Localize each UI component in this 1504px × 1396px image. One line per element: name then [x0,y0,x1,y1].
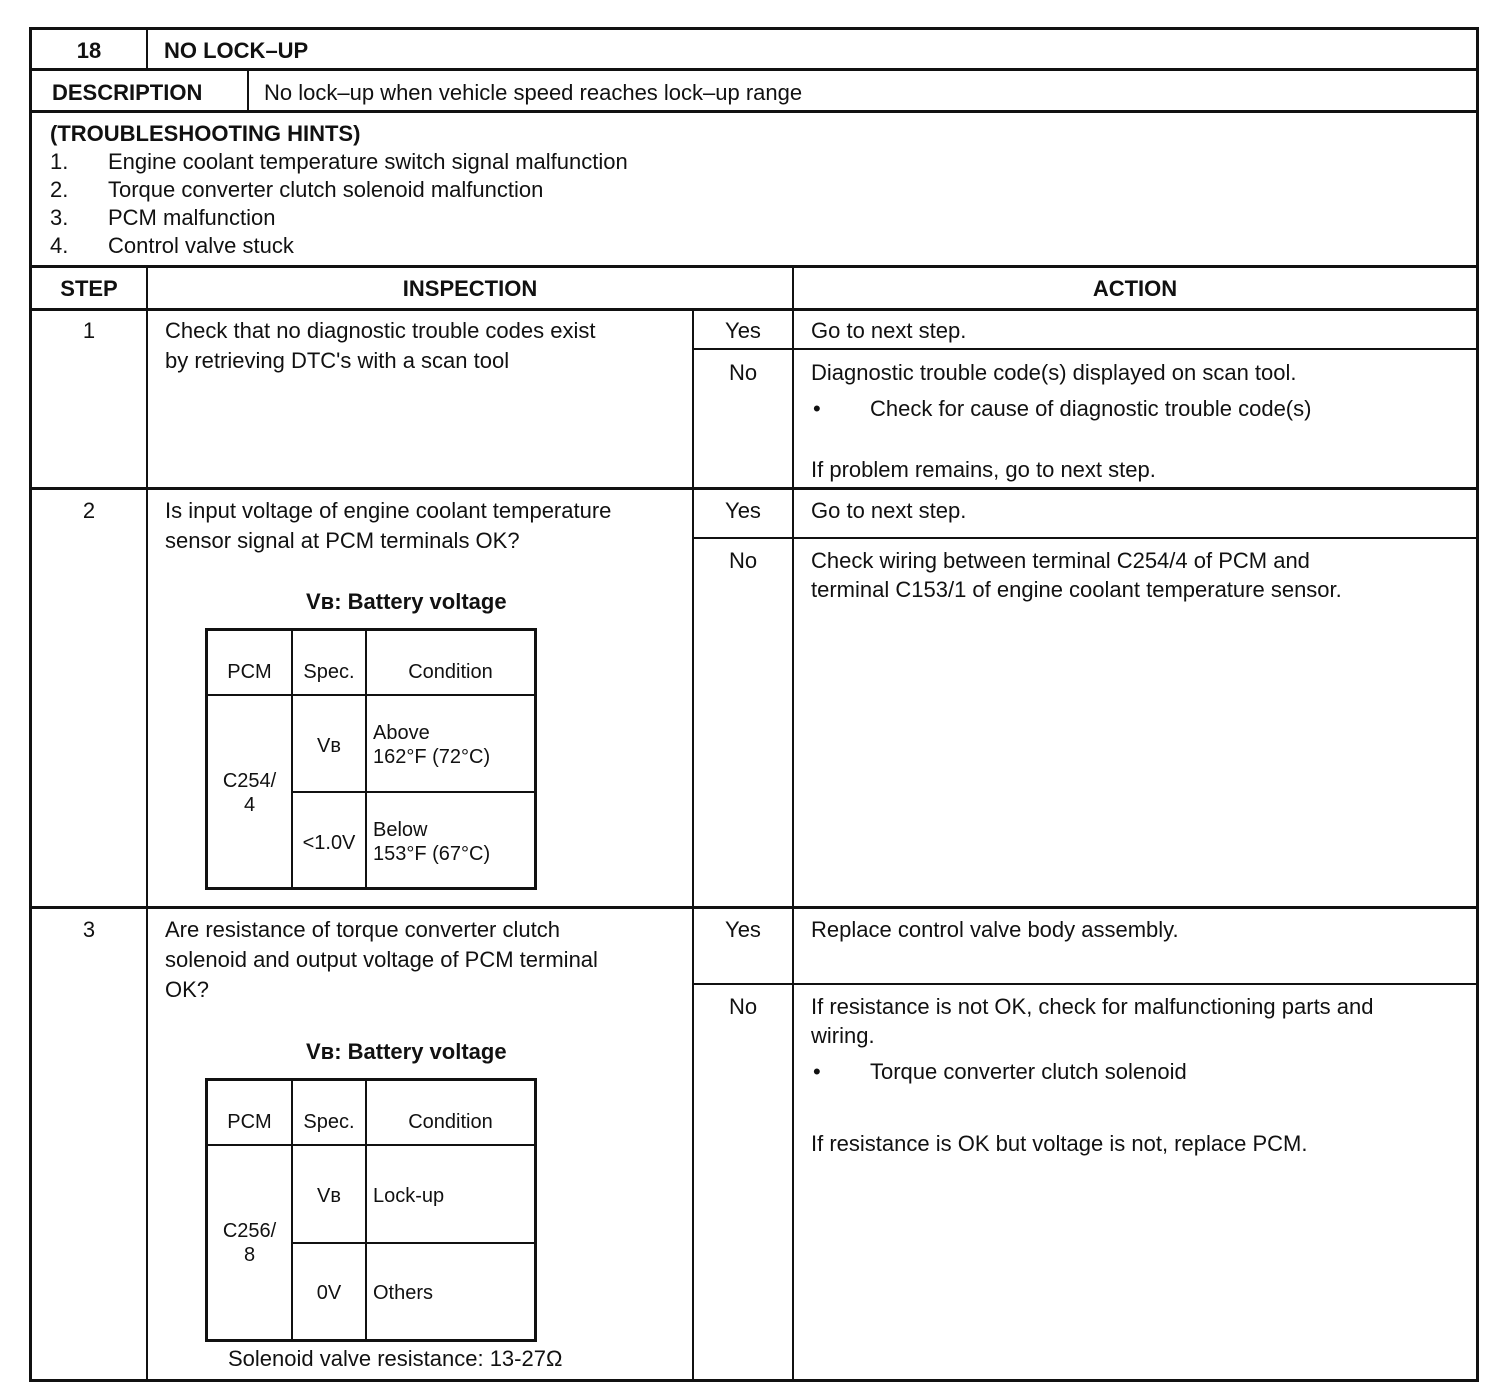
description-label: DESCRIPTION [52,80,203,105]
condition-value: Lock-up [373,1185,445,1207]
no-action-followup: If problem remains, go to next step. [811,457,1156,482]
yes-label: Yes [725,318,761,343]
hint-number: 4. [50,233,69,258]
hint-number: 3. [50,205,69,230]
table-divider [208,1144,534,1146]
yes-action: Go to next step. [811,498,967,523]
table-header-condition: Condition [408,1111,493,1133]
yes-action: Go to next step. [811,318,967,343]
rule-step2 [32,906,1476,909]
column-header-action: ACTION [1092,276,1178,301]
battery-voltage-note: Vʙ: Battery voltage [306,589,507,614]
condition-value: Above [373,722,430,744]
table-divider [208,694,534,696]
no-action: Check wiring between terminal C254/4 of PCM and [811,548,1310,573]
no-label: No [728,360,758,385]
condition-value: Below [373,819,428,841]
spec-value: Vʙ [317,1185,341,1207]
condition-value: 153°F (67°C) [373,843,491,865]
spec-value: Vʙ [317,735,341,757]
hint-text: PCM malfunction [108,205,276,230]
rule-step3-yes [692,983,1476,985]
pcm-terminal: C254/ [222,770,277,792]
hint-text: Engine coolant temperature switch signal malfunction [108,149,628,174]
table-header-pcm: PCM [227,1111,272,1133]
troubleshooting-page [29,27,1479,1382]
battery-voltage-note: Vʙ: Battery voltage [306,1039,507,1064]
no-action: If resistance is not OK, check for malfunctioning parts and [811,994,1374,1019]
rule-v-step [146,265,148,1379]
pcm-terminal: C256/ [222,1220,277,1242]
no-action-bullet: Check for cause of diagnostic trouble code(s) [870,396,1312,421]
no-label: No [728,994,758,1019]
no-label: No [728,548,758,573]
rule-hints [32,265,1476,268]
condition-value: Others [373,1282,434,1304]
inspection-text-line: solenoid and output voltage of PCM terminal [165,947,598,972]
table-header-spec: Spec. [303,661,355,683]
hint-text: Torque converter clutch solenoid malfunction [108,177,544,202]
column-header-step: STEP [60,276,118,301]
rule-step1-yes [692,348,1476,350]
table-header-pcm: PCM [227,661,272,683]
table-header-condition: Condition [408,661,493,683]
rule-v-action [792,265,794,1379]
column-header-inspection: INSPECTION [402,276,538,301]
no-action: wiring. [811,1023,875,1048]
no-action-bullet: Torque converter clutch solenoid [870,1059,1187,1084]
pcm-spec-table [205,628,537,890]
table-divider [291,791,534,793]
yes-label: Yes [725,498,761,523]
pcm-terminal: 8 [243,1244,256,1266]
bullet-icon: • [813,1059,821,1084]
step-number: 1 [82,318,96,343]
hint-number: 2. [50,177,69,202]
no-action: terminal C153/1 of engine coolant temperature sensor. [811,577,1342,602]
description-text: No lock–up when vehicle speed reaches lock–up range [264,80,803,105]
step-number: 3 [82,917,96,942]
inspection-text-line: Check that no diagnostic trouble codes exist [165,318,596,343]
section-title: NO LOCK–UP [164,38,309,63]
inspection-text-line: by retrieving DTC's with a scan tool [165,348,510,373]
yes-action: Replace control valve body assembly. [811,917,1179,942]
rule-v-yesno [692,308,694,1379]
inspection-text-line: Are resistance of torque converter clutch [165,917,560,942]
section-number: 18 [76,38,102,63]
inspection-text-line: Is input voltage of engine coolant temperature [165,498,612,523]
step-number: 2 [82,498,96,523]
spec-value: 0V [316,1282,342,1304]
hint-number: 1. [50,149,69,174]
table-divider [291,1242,534,1244]
table-header-spec: Spec. [303,1111,355,1133]
pcm-terminal: 4 [243,794,256,816]
no-action-followup: If resistance is OK but voltage is not, replace PCM. [811,1131,1308,1156]
yes-label: Yes [725,917,761,942]
rule-v-header [146,30,148,68]
resistance-note: Solenoid valve resistance: 13-27Ω [228,1346,563,1371]
pcm-spec-table [205,1078,537,1342]
bullet-icon: • [813,396,821,421]
spec-value: <1.0V [302,832,356,854]
rule-description [32,110,1476,113]
rule-step2-yes [692,537,1476,539]
inspection-text-line: OK? [165,977,210,1002]
no-action: Diagnostic trouble code(s) displayed on scan tool. [811,360,1297,385]
rule-columns [32,308,1476,311]
hint-text: Control valve stuck [108,233,294,258]
rule-step1 [32,487,1476,490]
inspection-text-line: sensor signal at PCM terminals OK? [165,528,520,553]
hints-title: (TROUBLESHOOTING HINTS) [50,121,361,146]
rule-v-description [247,68,249,110]
condition-value: 162°F (72°C) [373,746,491,768]
